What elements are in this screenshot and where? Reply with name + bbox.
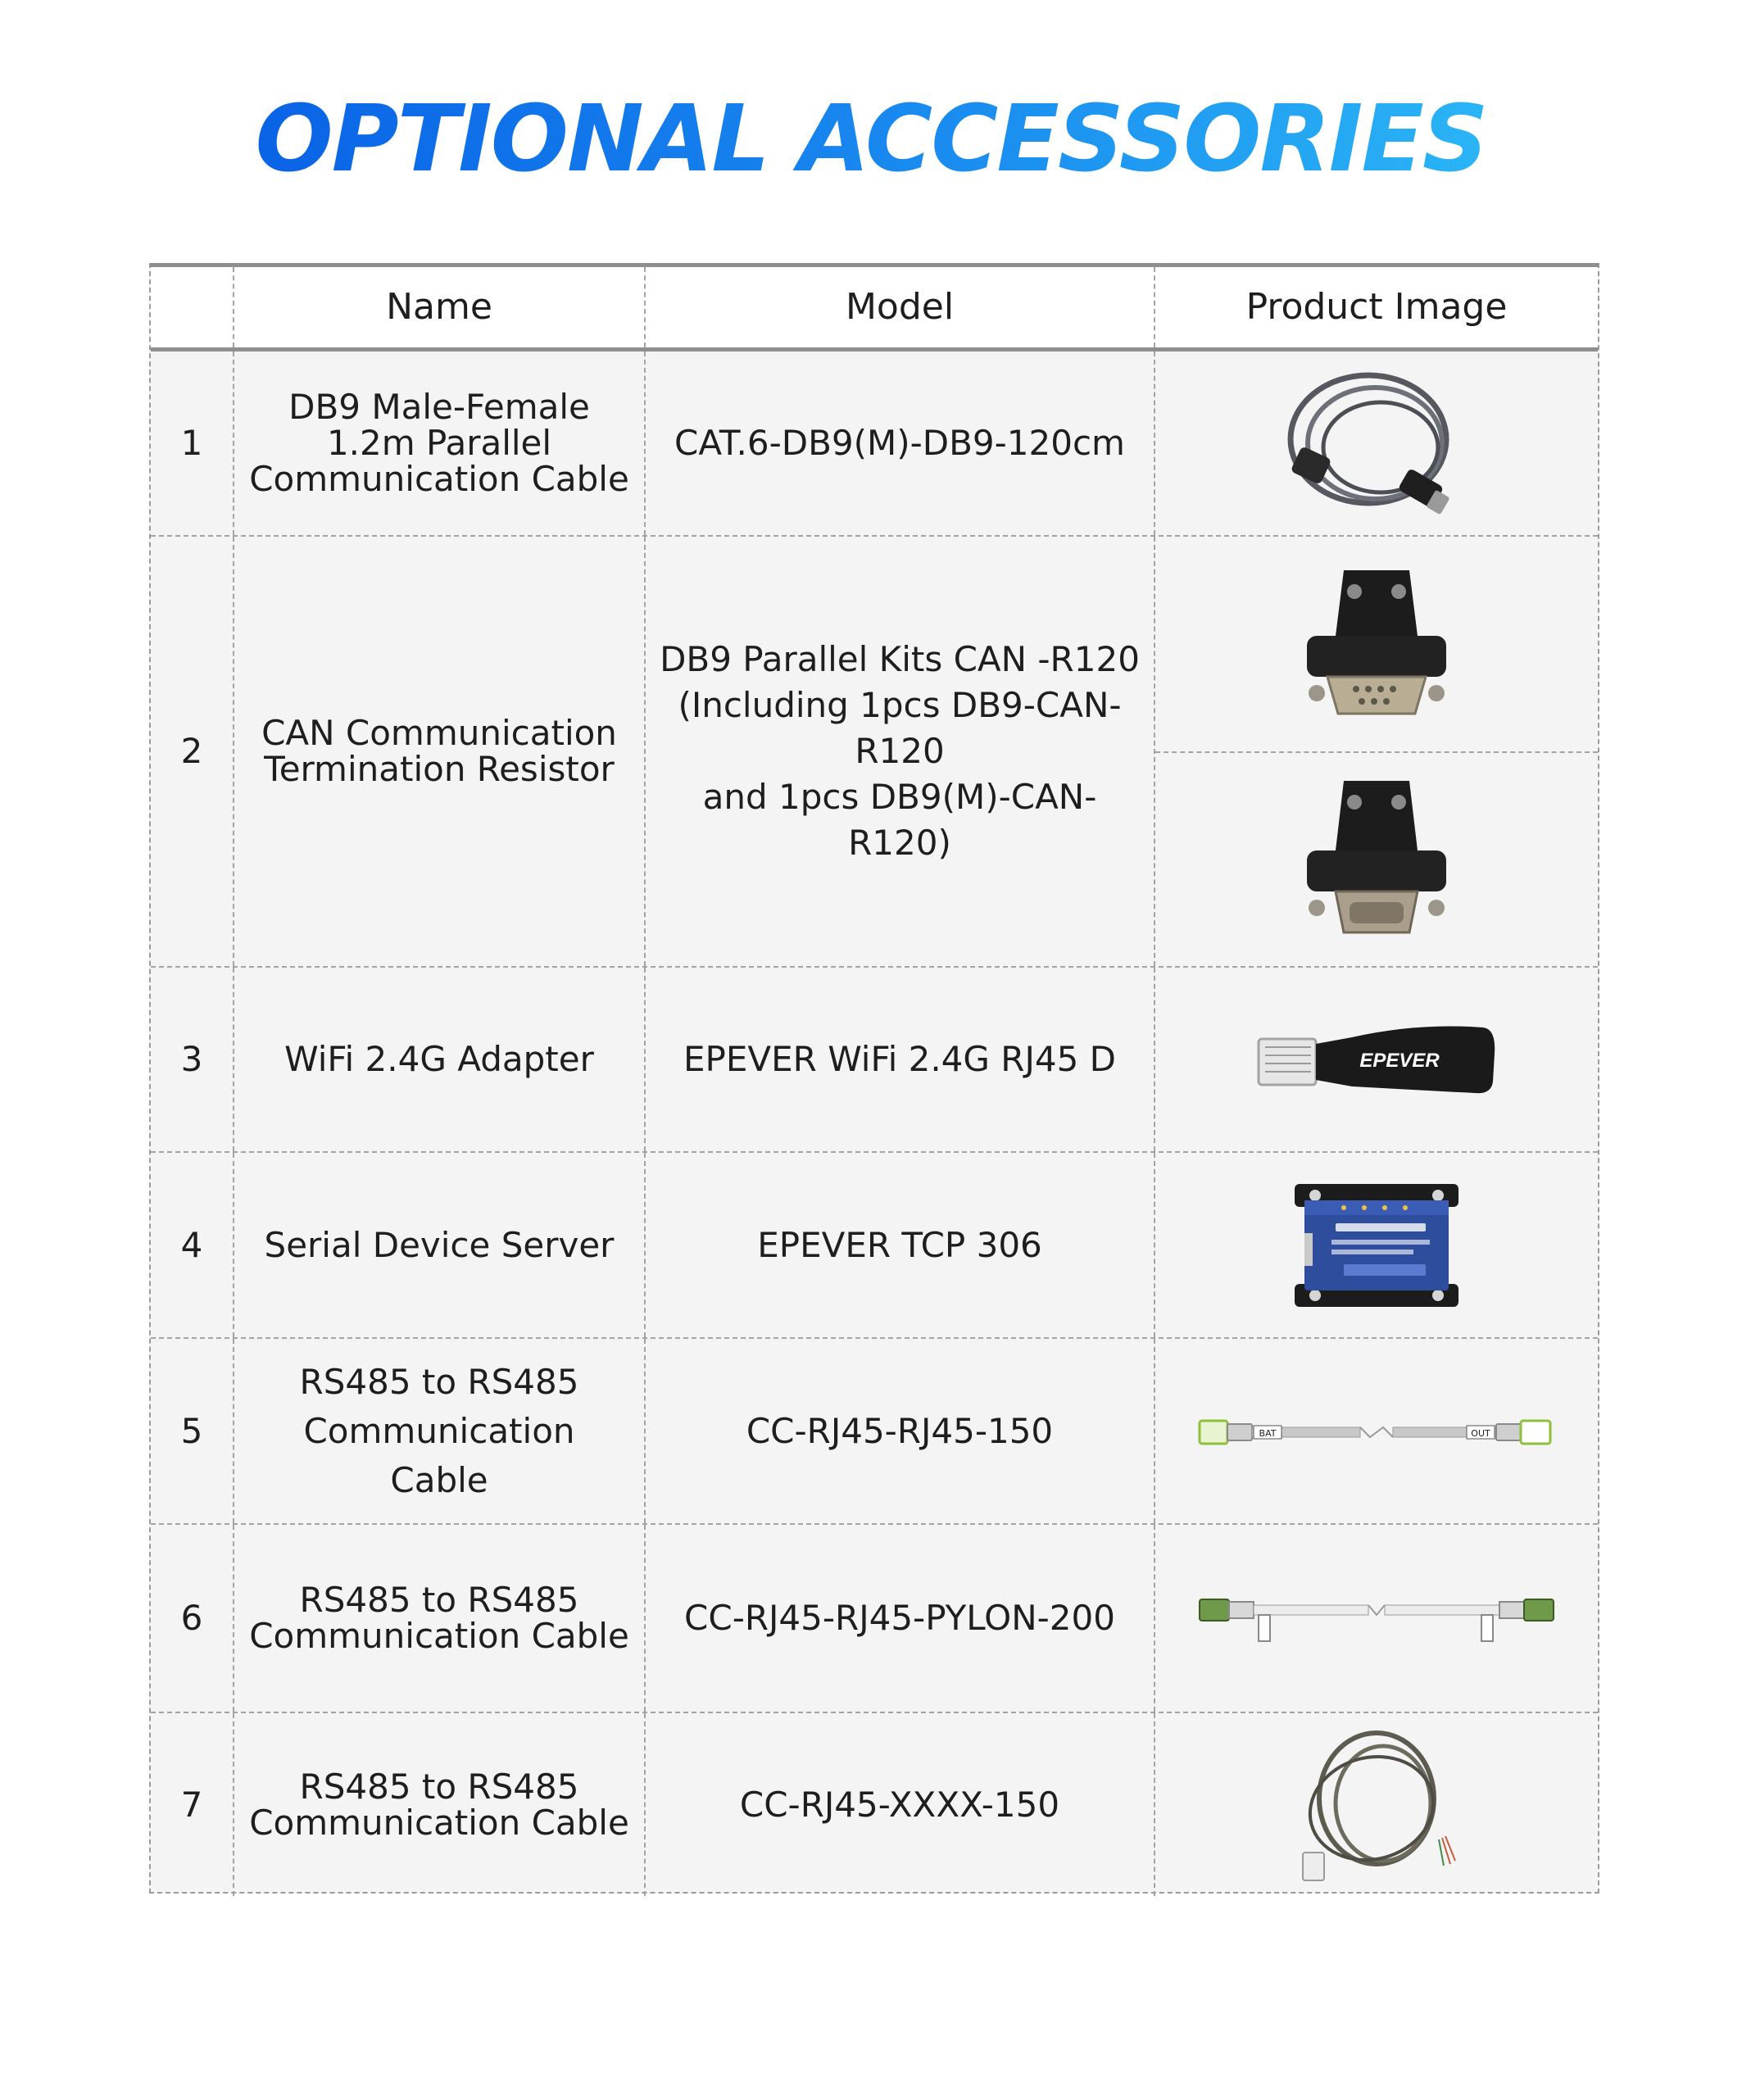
out-label: OUT bbox=[1471, 1427, 1490, 1439]
epever-logo-text: EPEVER bbox=[1359, 1050, 1440, 1072]
row-name: WiFi 2.4G Adapter bbox=[234, 968, 646, 1151]
table-row bbox=[151, 968, 1598, 1153]
table-row bbox=[151, 1525, 1598, 1713]
coiled-db9-cable-icon bbox=[1278, 361, 1475, 525]
row-index: 6 bbox=[151, 1525, 234, 1712]
row-product-image bbox=[1155, 537, 1598, 966]
row-product-image bbox=[1155, 968, 1598, 1151]
table-row bbox=[151, 1339, 1598, 1525]
serial-server-icon bbox=[1286, 1176, 1467, 1315]
table-row bbox=[151, 1153, 1598, 1339]
rj45-cable-icon bbox=[1196, 1411, 1557, 1452]
table-row bbox=[151, 352, 1598, 537]
row-index: 4 bbox=[151, 1153, 234, 1337]
row-name: CAN Communication Termination Resistor bbox=[234, 537, 646, 966]
row-model: CC-RJ45-RJ45-150 bbox=[646, 1339, 1155, 1523]
row-model: CC-RJ45-RJ45-PYLON-200 bbox=[646, 1525, 1155, 1712]
row-product-image bbox=[1155, 1153, 1598, 1337]
row-index: 2 bbox=[151, 537, 234, 966]
wifi-adapter-icon bbox=[1254, 1014, 1499, 1104]
product-image-male bbox=[1155, 751, 1598, 966]
rj45-cable-tagged-icon bbox=[1196, 1590, 1557, 1647]
db9-terminator-icon bbox=[1299, 562, 1454, 726]
table-row bbox=[151, 1713, 1598, 1896]
row-product-image bbox=[1155, 1713, 1598, 1896]
row-index: 1 bbox=[151, 352, 234, 535]
row-model: EPEVER TCP 306 bbox=[646, 1153, 1155, 1337]
row-model: CAT.6-DB9(M)-DB9-120cm bbox=[646, 352, 1155, 535]
row-product-image bbox=[1155, 1525, 1598, 1712]
row-name: RS485 to RS485 Communication Cable bbox=[234, 1525, 646, 1712]
row-index: 7 bbox=[151, 1713, 234, 1896]
db9-terminator-icon bbox=[1299, 773, 1454, 945]
row-name: RS485 to RS485 Communication Cable bbox=[234, 1713, 646, 1896]
header-model: Model bbox=[646, 267, 1155, 347]
row-name: DB9 Male-Female 1.2m Parallel Communication Cable bbox=[234, 352, 646, 535]
row-product-image bbox=[1155, 1339, 1598, 1523]
row-name: Serial Device Server bbox=[234, 1153, 646, 1337]
coiled-rj45-cable-icon bbox=[1286, 1723, 1467, 1887]
row-index: 5 bbox=[151, 1339, 234, 1523]
row-model: EPEVER WiFi 2.4G RJ45 D bbox=[646, 968, 1155, 1151]
table-header-row bbox=[151, 267, 1598, 352]
header-name: Name bbox=[234, 267, 646, 347]
row-index: 3 bbox=[151, 968, 234, 1151]
row-model: CC-RJ45-XXXX-150 bbox=[646, 1713, 1155, 1896]
header-product-image: Product Image bbox=[1245, 286, 1508, 328]
header-index bbox=[151, 267, 234, 347]
row-model: DB9 Parallel Kits CAN -R120 (Including 1pcs DB9-CAN-R120 and 1pcs DB9(M)-CAN-R120) bbox=[646, 537, 1155, 966]
row-product-image bbox=[1155, 352, 1598, 535]
row-name: RS485 to RS485 Communication Cable bbox=[234, 1339, 646, 1523]
product-image-female bbox=[1155, 537, 1598, 753]
accessories-table bbox=[149, 263, 1599, 1894]
bat-label: BAT bbox=[1259, 1427, 1277, 1439]
page-title: OPTIONAL ACCESSORIES bbox=[255, 86, 1487, 193]
table-row bbox=[151, 537, 1598, 968]
